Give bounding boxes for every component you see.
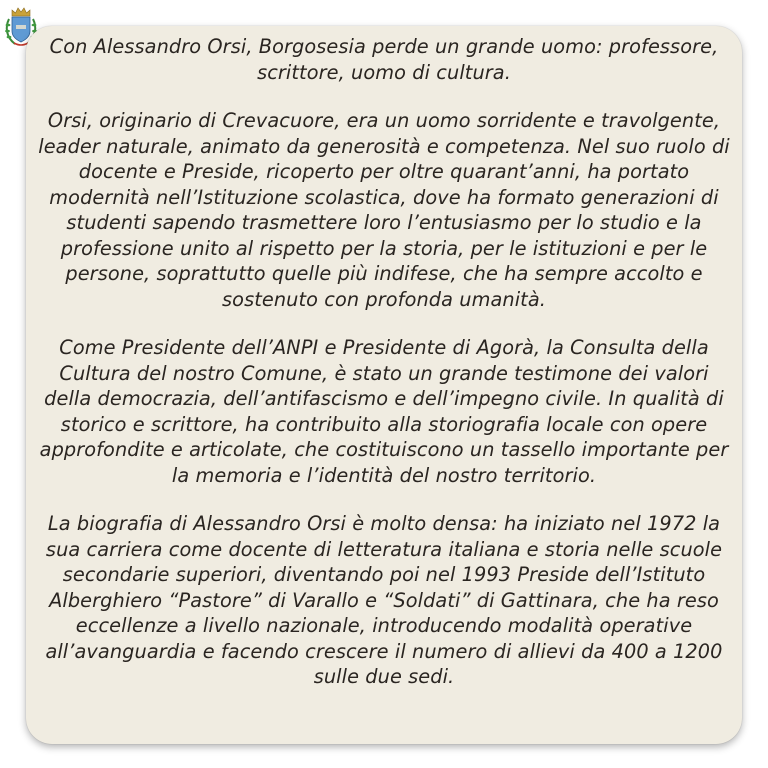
paragraph-civic-role: Come Presidente dell’ANPI e Presidente di Agorà, la Consulta della Cultura del nostro Comune, è stato un grande testimone dei valori della democrazia, dell’antifascismo e dell’impegno civile. In qualità di storico e scrittore, ha contribuito alla storiografia locale con opere approfondite e articolate, che costituiscono un tassello importante per la memoria e l’identità del nostro territorio. [39,336,729,487]
paragraph-intro: Con Alessandro Orsi, Borgosesia perde un grande uomo: professore, scrittore, uomo di cultura. [49,35,719,84]
paragraph-profile: Orsi, originario di Crevacuore, era un uomo sorridente e travolgente, leader naturale, animato da generosità e competenza. Nel suo ruolo di docente e Preside, ricoperto per oltre quarant’anni, ha portato modernità nell’Istituzione scolastica, dove ha formato generazioni di studenti sapendo trasmettere loro l’entusiasmo per lo studio e la professione unito al rispetto per la storia, per le istituzioni e per le persone, soprattutto quelle più indifese, che ha sempre accolto e sostenuto con profonda umanità. [38,109,730,311]
text-card [26,26,742,744]
paragraph-biography: La biografia di Alessandro Orsi è molto densa: ha iniziato nel 1972 la sua carriera come docente di letteratura italiana e storia nelle scuole secondarie superiori, diventando poi nel 1993 Preside dell’Istituto Alberghiero “Pastore” di Varallo e “Soldati” di Gattinara, che ha reso eccellenze a livello nazionale, introducendo modalità operative all’avanguardia e facendo crescere il numero di allievi da 400 a 1200 sulle due sedi. [45,512,723,688]
